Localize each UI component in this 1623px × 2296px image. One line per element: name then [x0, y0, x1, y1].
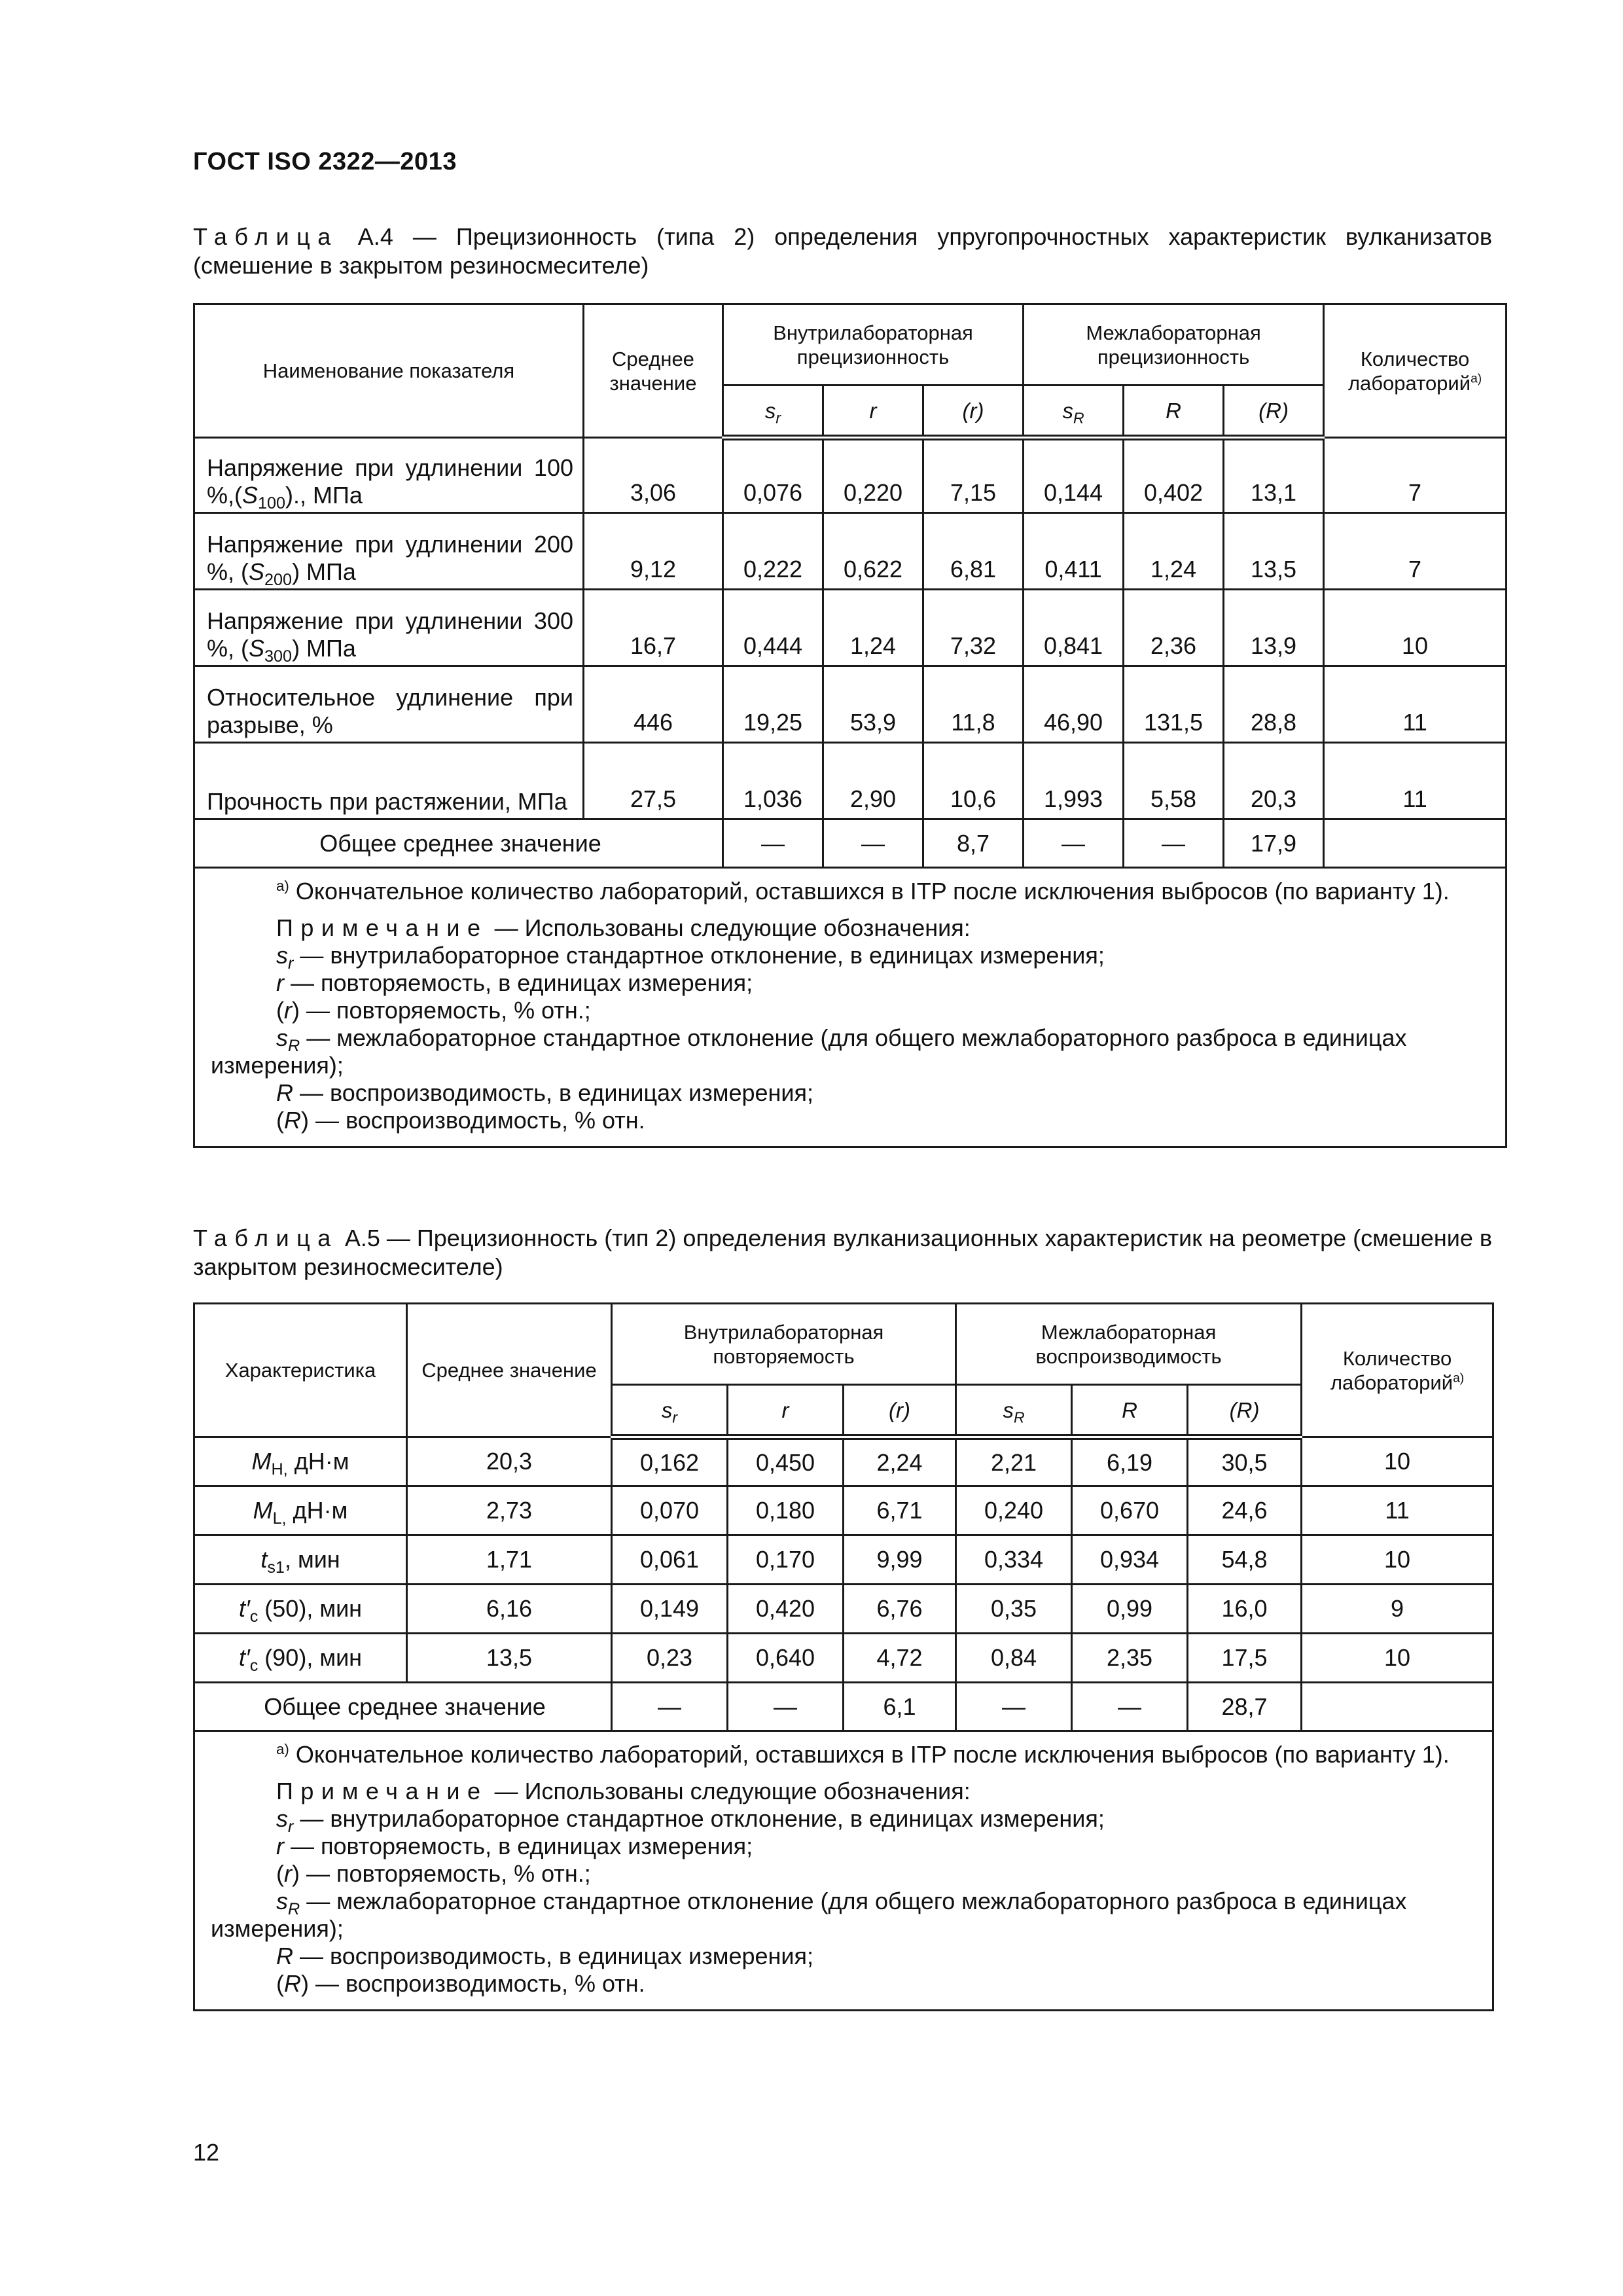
cell-sr: 0,162 — [612, 1437, 728, 1486]
row-name-unit: )., МПа — [285, 482, 363, 509]
cell-sr: 0,070 — [612, 1486, 728, 1535]
row-name — [194, 666, 584, 743]
summary-r-percent: 6,1 — [844, 1683, 956, 1731]
summary-R: — — [1124, 819, 1224, 868]
cell-sr: 0,444 — [723, 590, 823, 666]
cell-mean: 13,5 — [407, 1634, 612, 1683]
row-symbol: M — [251, 1448, 272, 1475]
note-R-percent-symbol: R — [284, 1970, 301, 1997]
cell-lab-count: 10 — [1302, 1535, 1493, 1585]
footnote — [211, 1741, 1476, 1768]
note-r — [211, 1833, 1476, 1860]
note-intro-text: — Использованы следующие обозначения: — [488, 914, 971, 941]
cell-sr: 0,149 — [612, 1585, 728, 1634]
note-intro — [211, 1778, 1476, 1805]
cell-sr: 0,23 — [612, 1634, 728, 1683]
note-sR — [211, 1888, 1476, 1919]
note-R-symbol: R — [276, 1079, 293, 1106]
cell-R-percent: 13,9 — [1224, 590, 1324, 666]
summary-sr: — — [723, 819, 823, 868]
row-name-text: Напряжение при удлинении 200 %, ( — [207, 531, 573, 585]
cell-sr: 19,25 — [723, 666, 823, 743]
cell-lab-count: 7 — [1324, 513, 1507, 590]
header-sr-symbol: s — [661, 1397, 673, 1422]
row-name-unit: ) МПа — [292, 558, 356, 585]
cell-R-percent: 17,5 — [1188, 1634, 1302, 1683]
note-sR-subscript: R — [288, 1037, 300, 1056]
cell-r-percent: 10,6 — [923, 743, 1024, 819]
cell-sR: 0,144 — [1024, 438, 1124, 513]
header-lab-count-footnote-mark: а) — [1471, 372, 1482, 386]
cell-sr: 0,061 — [612, 1535, 728, 1585]
row-name — [194, 590, 584, 666]
note-R-percent-open: ( — [276, 1107, 284, 1134]
note-R — [211, 1943, 1476, 1970]
row-subscript: H, — [271, 1460, 288, 1479]
header-sR — [956, 1385, 1072, 1437]
cell-sR: 0,841 — [1024, 590, 1124, 666]
note-R-percent-text: ) — воспроизводимость, % отн. — [301, 1107, 645, 1134]
notes-row — [194, 868, 1507, 1147]
cell-R: 1,24 — [1124, 513, 1224, 590]
cell-lab-count: 11 — [1302, 1486, 1493, 1535]
summary-row — [194, 1683, 1493, 1731]
header-lab-count — [1302, 1304, 1493, 1437]
note-intro-text: — Использованы следующие обозначения: — [488, 1778, 971, 1804]
cell-lab-count: 10 — [1302, 1437, 1493, 1486]
cell-r: 0,640 — [728, 1634, 844, 1683]
row-unit: , мин — [284, 1546, 340, 1573]
row-name-text: Относительное удлинение при разрыве, % — [207, 684, 573, 738]
header-R: R — [1072, 1385, 1188, 1437]
row-characteristic — [194, 1437, 407, 1486]
row-name-text: Прочность при растяжении, МПа — [207, 788, 567, 815]
note-sR-subscript: R — [288, 1900, 300, 1919]
note-r-text: — повторяемость, в единицах измерения; — [284, 969, 753, 996]
cell-sR: 1,993 — [1024, 743, 1124, 819]
cell-r-percent: 2,24 — [844, 1437, 956, 1486]
table-a4-notes — [194, 868, 1507, 1147]
note-r-percent-open: ( — [276, 1860, 284, 1887]
footnote-mark: а) — [276, 878, 289, 894]
table-a5-caption-lead: Таблица — [193, 1225, 338, 1251]
note-sr — [211, 942, 1489, 973]
summary-R-percent: 17,9 — [1224, 819, 1324, 868]
header-r-percent: (r) — [844, 1385, 956, 1437]
table-row — [194, 1486, 1493, 1535]
row-name — [194, 743, 584, 819]
note-sR-text: — межлабораторное стандартное отклонение (для общего межлабораторного разброса в единицах — [300, 1888, 1407, 1914]
table-a5-caption — [193, 1224, 1492, 1282]
table-row — [194, 1437, 1493, 1486]
summary-sR: — — [956, 1683, 1072, 1731]
cell-R-percent: 28,8 — [1224, 666, 1324, 743]
row-characteristic — [194, 1486, 407, 1535]
header-sR — [1024, 386, 1124, 438]
note-r-percent — [211, 1860, 1476, 1888]
cell-R-percent: 13,1 — [1224, 438, 1324, 513]
note-sr-text: — внутрилабораторное стандартное отклонение, в единицах измерения; — [293, 1805, 1105, 1832]
table-row — [194, 666, 1507, 743]
row-subscript: s1 — [267, 1558, 285, 1577]
cell-mean: 3,06 — [584, 438, 723, 513]
table-a5-caption-text: А.5 — Прецизионность (тип 2) определения вулканизационных характеристик на реометре (смешение в закрытом резиносмесителе) — [193, 1225, 1492, 1280]
header-parameter-name: Наименование показателя — [194, 304, 584, 438]
cell-r: 0,220 — [823, 438, 923, 513]
row-name-text: Напряжение при удлинении 100 %,( — [207, 454, 573, 509]
note-sr-subscript: r — [288, 954, 294, 973]
cell-R-percent: 54,8 — [1188, 1535, 1302, 1585]
row-characteristic — [194, 1634, 407, 1683]
row-name-text: Напряжение при удлинении 300 %, ( — [207, 607, 573, 662]
cell-mean: 9,12 — [584, 513, 723, 590]
cell-R: 0,934 — [1072, 1535, 1188, 1585]
row-name-unit: ) МПа — [292, 635, 356, 662]
header-r-percent: (r) — [923, 386, 1024, 438]
cell-r: 2,90 — [823, 743, 923, 819]
note-r-symbol: r — [276, 1833, 284, 1859]
summary-label: Общее среднее значение — [194, 819, 723, 868]
cell-r-percent: 11,8 — [923, 666, 1024, 743]
cell-sR: 46,90 — [1024, 666, 1124, 743]
note-R-percent-symbol: R — [284, 1107, 301, 1134]
cell-r-percent: 7,32 — [923, 590, 1024, 666]
cell-R: 131,5 — [1124, 666, 1224, 743]
header-sR-symbol: s — [1062, 398, 1073, 423]
page-number: 12 — [193, 2139, 220, 2166]
note-R-percent-text: ) — воспроизводимость, % отн. — [301, 1970, 645, 1997]
summary-lab-count — [1302, 1683, 1493, 1731]
cell-R: 2,35 — [1072, 1634, 1188, 1683]
header-lab-count-text: Количество лабораторий — [1330, 1346, 1454, 1394]
cell-sR: 0,411 — [1024, 513, 1124, 590]
cell-lab-count: 7 — [1324, 438, 1507, 513]
table-row — [194, 1535, 1493, 1585]
note-sr-symbol: s — [276, 1805, 288, 1832]
cell-R: 2,36 — [1124, 590, 1224, 666]
summary-r-percent: 8,7 — [923, 819, 1024, 868]
row-characteristic — [194, 1585, 407, 1634]
document-code: ГОСТ ISO 2322—2013 — [193, 148, 457, 175]
note-R-percent — [211, 1107, 1489, 1134]
note-r-percent-text: ) — повторяемость, % отн.; — [292, 997, 591, 1024]
cell-mean: 20,3 — [407, 1437, 612, 1486]
cell-r: 0,180 — [728, 1486, 844, 1535]
cell-sR: 0,240 — [956, 1486, 1072, 1535]
row-name-sub: 100 — [258, 494, 286, 513]
note-sR-text: — межлабораторное стандартное отклонение (для общего межлабораторного разброса в единицах — [300, 1024, 1407, 1051]
summary-lab-count — [1324, 819, 1507, 868]
note-sr — [211, 1805, 1476, 1837]
summary-label: Общее среднее значение — [194, 1683, 612, 1731]
cell-R-percent: 16,0 — [1188, 1585, 1302, 1634]
table-row — [194, 438, 1507, 513]
header-characteristic: Характеристика — [194, 1304, 407, 1437]
cell-r-percent: 7,15 — [923, 438, 1024, 513]
note-sR-continuation: измерения); — [211, 1052, 344, 1079]
cell-sR: 0,84 — [956, 1634, 1072, 1683]
cell-R-percent: 13,5 — [1224, 513, 1324, 590]
row-symbol: t′ — [238, 1595, 250, 1622]
cell-sr: 0,222 — [723, 513, 823, 590]
row-symbol: t′ — [238, 1644, 250, 1671]
cell-R: 0,99 — [1072, 1585, 1188, 1634]
summary-R-percent: 28,7 — [1188, 1683, 1302, 1731]
header-R-percent: (R) — [1224, 386, 1324, 438]
cell-sR: 0,35 — [956, 1585, 1072, 1634]
cell-sR: 0,334 — [956, 1535, 1072, 1585]
footnote-mark: а) — [276, 1741, 289, 1757]
cell-lab-count: 11 — [1324, 666, 1507, 743]
note-r — [211, 969, 1489, 997]
cell-sr: 0,076 — [723, 438, 823, 513]
table-a5 — [193, 1302, 1494, 2011]
row-subscript: c — [249, 1657, 259, 1676]
table-a4 — [193, 303, 1507, 1148]
table-row — [194, 513, 1507, 590]
table-row — [194, 1634, 1493, 1683]
header-mean-value: Среднее значение — [407, 1304, 612, 1437]
cell-r-percent: 6,81 — [923, 513, 1024, 590]
cell-R-percent: 20,3 — [1224, 743, 1324, 819]
header-r: r — [728, 1385, 844, 1437]
table-a4-caption-lead: Таблица — [193, 223, 338, 250]
notes-row — [194, 1731, 1493, 2011]
header-R-percent: (R) — [1188, 1385, 1302, 1437]
cell-mean: 446 — [584, 666, 723, 743]
note-R — [211, 1079, 1489, 1107]
note-lead: Примечание — [276, 1778, 488, 1804]
note-sr-text: — внутрилабораторное стандартное отклонение, в единицах измерения; — [293, 942, 1105, 969]
header-lab-count-text: Количество лабораторий — [1347, 347, 1471, 395]
summary-sR: — — [1024, 819, 1124, 868]
note-R-percent — [211, 1970, 1476, 1998]
row-name — [194, 438, 584, 513]
note-r-symbol: r — [276, 969, 284, 996]
cell-R: 0,670 — [1072, 1486, 1188, 1535]
row-unit: (50), мин — [258, 1595, 363, 1622]
row-unit: дН·м — [286, 1497, 348, 1524]
cell-sr: 1,036 — [723, 743, 823, 819]
row-name-sub: 200 — [264, 571, 293, 590]
summary-row — [194, 819, 1507, 868]
note-r-text: — повторяемость, в единицах измерения; — [284, 1833, 753, 1859]
header-within-lab-group: Внутрилабораторная прецизионность — [723, 304, 1024, 386]
cell-r: 0,420 — [728, 1585, 844, 1634]
row-symbol: M — [253, 1497, 273, 1524]
header-sR-symbol: s — [1003, 1397, 1014, 1422]
row-name-sub: 300 — [264, 647, 293, 666]
header-lab-count-footnote-mark: а) — [1453, 1371, 1465, 1386]
header-within-lab-group: Внутрилабораторная повторяемость — [612, 1304, 956, 1385]
footnote-text: Окончательное количество лабораторий, оставшихся в ITP после исключения выбросов (по варианту 1). — [289, 878, 1450, 905]
header-sr — [723, 386, 823, 438]
cell-lab-count: 11 — [1324, 743, 1507, 819]
header-between-lab-group: Межлабораторная воспроизводимость — [956, 1304, 1302, 1385]
note-sR-symbol: s — [276, 1024, 288, 1051]
note-R-symbol: R — [276, 1943, 293, 1969]
header-mean-value: Среднее значение — [584, 304, 723, 438]
note-sR-continuation: измерения); — [211, 1915, 344, 1942]
cell-r: 0,450 — [728, 1437, 844, 1486]
header-sR-subscript: R — [1013, 1408, 1025, 1426]
header-sr — [612, 1385, 728, 1437]
note-R-percent-open: ( — [276, 1970, 284, 1997]
note-r-percent-open: ( — [276, 997, 284, 1024]
footnote-text: Окончательное количество лабораторий, оставшихся в ITP после исключения выбросов (по варианту 1). — [289, 1741, 1450, 1768]
row-subscript: L, — [272, 1509, 287, 1528]
row-subscript: c — [249, 1607, 259, 1626]
header-r: r — [823, 386, 923, 438]
row-unit: (90), мин — [258, 1644, 363, 1671]
note-r-percent-symbol: r — [284, 997, 292, 1024]
cell-R: 5,58 — [1124, 743, 1224, 819]
summary-r: — — [728, 1683, 844, 1731]
cell-r-percent: 6,76 — [844, 1585, 956, 1634]
note-sR — [211, 1024, 1489, 1056]
cell-r: 1,24 — [823, 590, 923, 666]
note-sR-symbol: s — [276, 1888, 288, 1914]
note-sr-symbol: s — [276, 942, 288, 969]
header-sr-symbol: s — [764, 398, 776, 423]
cell-r: 0,170 — [728, 1535, 844, 1585]
cell-mean: 16,7 — [584, 590, 723, 666]
note-R-text: — воспроизводимость, в единицах измерения; — [293, 1943, 814, 1969]
row-characteristic — [194, 1535, 407, 1585]
cell-R: 0,402 — [1124, 438, 1224, 513]
table-a4-caption-text: А.4 — Прецизионность (типа 2) определения упругопрочностных характеристик вулканизатов (смешение в закрытом резиносмесителе) — [193, 223, 1492, 279]
note-intro — [211, 914, 1489, 942]
cell-mean: 1,71 — [407, 1535, 612, 1585]
row-name-var: S — [242, 482, 259, 509]
note-r-percent — [211, 997, 1489, 1024]
row-name-var: S — [249, 635, 265, 662]
header-lab-count — [1324, 304, 1507, 438]
cell-r-percent: 6,71 — [844, 1486, 956, 1535]
header-sR-subscript: R — [1073, 409, 1084, 427]
cell-r: 0,622 — [823, 513, 923, 590]
cell-lab-count: 10 — [1324, 590, 1507, 666]
table-a5-notes — [194, 1731, 1493, 2011]
cell-r-percent: 9,99 — [844, 1535, 956, 1585]
note-R-text: — воспроизводимость, в единицах измерения; — [293, 1079, 814, 1106]
row-name — [194, 513, 584, 590]
summary-r: — — [823, 819, 923, 868]
table-row — [194, 743, 1507, 819]
table-a4-caption — [193, 223, 1492, 280]
cell-lab-count: 10 — [1302, 1634, 1493, 1683]
row-symbol: t — [260, 1546, 268, 1573]
cell-lab-count: 9 — [1302, 1585, 1493, 1634]
summary-sr: — — [612, 1683, 728, 1731]
cell-mean: 6,16 — [407, 1585, 612, 1634]
cell-R-percent: 24,6 — [1188, 1486, 1302, 1535]
cell-R: 6,19 — [1072, 1437, 1188, 1486]
cell-r-percent: 4,72 — [844, 1634, 956, 1683]
table-row — [194, 590, 1507, 666]
note-lead: Примечание — [276, 914, 488, 941]
row-unit: дН·м — [287, 1448, 349, 1475]
note-r-percent-text: ) — повторяемость, % отн.; — [292, 1860, 591, 1887]
cell-mean: 2,73 — [407, 1486, 612, 1535]
footnote — [211, 878, 1489, 905]
cell-sR: 2,21 — [956, 1437, 1072, 1486]
note-r-percent-symbol: r — [284, 1860, 292, 1887]
header-between-lab-group: Межлабораторная прецизионность — [1024, 304, 1324, 386]
summary-R: — — [1072, 1683, 1188, 1731]
cell-R-percent: 30,5 — [1188, 1437, 1302, 1486]
table-row — [194, 1585, 1493, 1634]
cell-mean: 27,5 — [584, 743, 723, 819]
cell-r: 53,9 — [823, 666, 923, 743]
header-R: R — [1124, 386, 1224, 438]
header-sr-subscript: r — [672, 1408, 678, 1426]
note-sr-subscript: r — [288, 1818, 294, 1837]
row-name-var: S — [249, 558, 265, 585]
header-sr-subscript: r — [776, 409, 781, 427]
